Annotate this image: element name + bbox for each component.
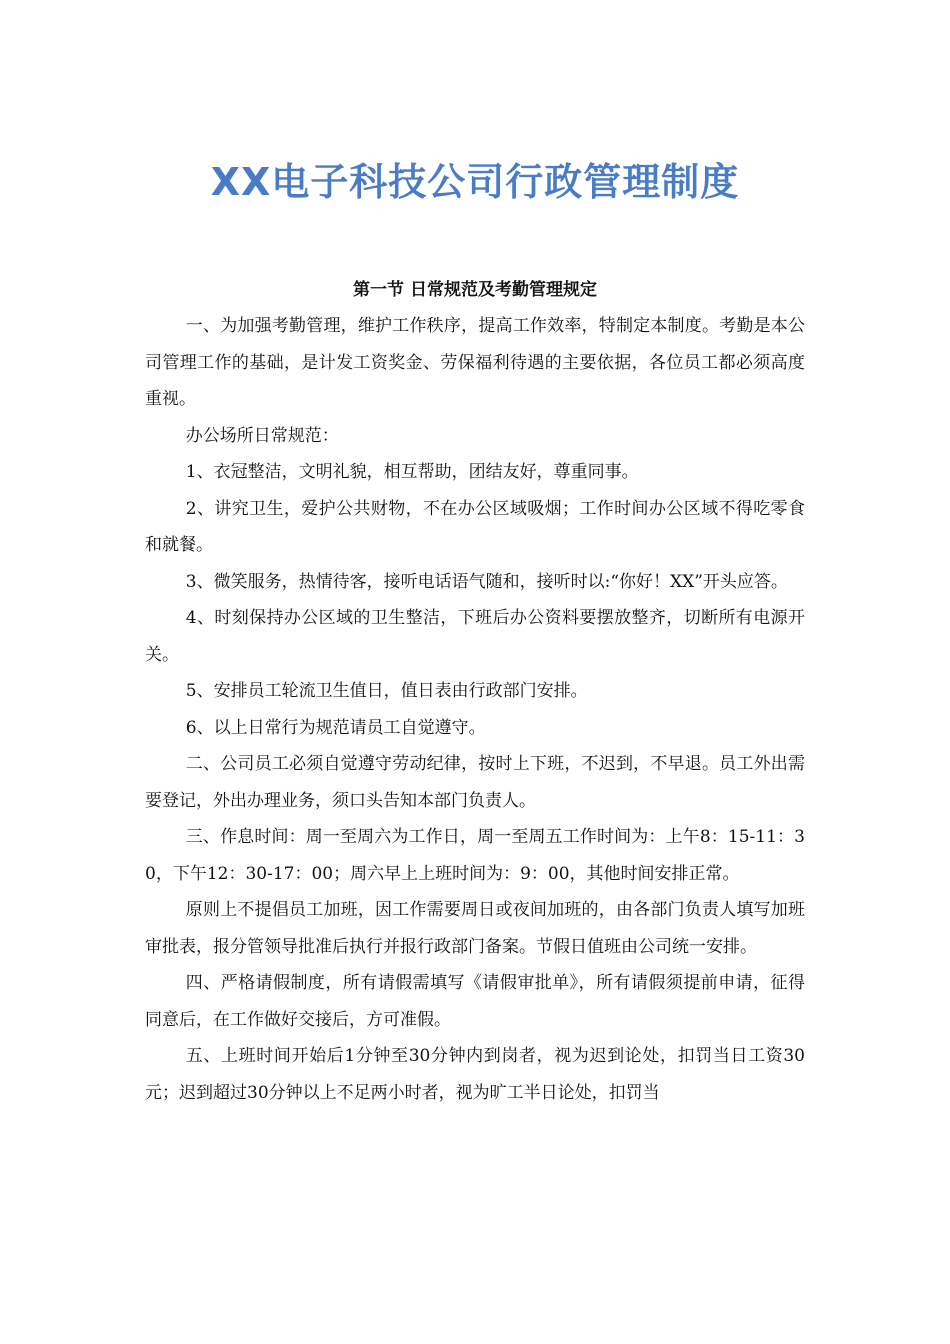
- paragraph-norm-1: 1、衣冠整洁，文明礼貌，相互帮助，团结友好，尊重同事。: [185, 462, 639, 482]
- paragraph-leave-policy: 四、严格请假制度，所有请假需填写《请假审批单》，所有请假须提前申请，征得同意后，在工作做好交接后，方可准假。: [145, 973, 805, 1030]
- paragraph-working-hours: 三、作息时间：周一至周六为工作日，周一至周五工作时间为：上午8：15-11：30，下午12：30-17：00；周六早上上班时间为：9：00，其他时间安排正常。: [145, 827, 805, 884]
- document-body: [145, 308, 805, 1111]
- paragraph-overtime: 原则上不提倡员工加班，因工作需要周日或夜间加班的，由各部门负责人填写加班审批表，报分管领导批准后执行并报行政部门备案。节假日值班由公司统一安排。: [145, 900, 805, 957]
- paragraph-norm-3: 3、微笑服务，热情待客，接听电话语气随和，接听时以:“你好！XX”开头应答。: [185, 571, 788, 592]
- paragraph-norm-2: 2、讲究卫生，爱护公共财物，不在办公区域吸烟；工作时间办公区域不得吃零食和就餐。: [145, 498, 805, 555]
- document-title: XX电子科技公司行政管理制度: [210, 160, 740, 204]
- paragraph-norm-6: 6、以上日常行为规范请员工自觉遵守。: [185, 717, 486, 738]
- section-heading: 第一节 日常规范及考勤管理规定: [353, 280, 597, 300]
- paragraph-lateness: 五、上班时间开始后1分钟至30分钟内到岗者，视为迟到论处，扣罚当日工资30元；迟到超过30分钟以上不足两小时者，视为旷工半日论处，扣罚当: [145, 1046, 805, 1103]
- paragraph-labor-discipline: 二、公司员工必须自觉遵守劳动纪律，按时上下班，不迟到，不早退。员工外出需要登记，外出办理业务，须口头告知本部门负责人。: [145, 754, 805, 811]
- paragraph-norm-5: 5、安排员工轮流卫生值日，值日表由行政部门安排。: [185, 681, 588, 701]
- paragraph-norm-4: 4、时刻保持办公区域的卫生整洁，下班后办公资料要摆放整齐，切断所有电源开关。: [145, 608, 805, 665]
- paragraph-office-norms-heading: 办公场所日常规范：: [185, 425, 339, 446]
- paragraph-attendance-purpose: 一、为加强考勤管理，维护工作秩序，提高工作效率，特制定本制度。考勤是本公司管理工作的基础，是计发工资奖金、劳保福利待遇的主要依据，各位员工都必须高度重视。: [145, 316, 805, 409]
